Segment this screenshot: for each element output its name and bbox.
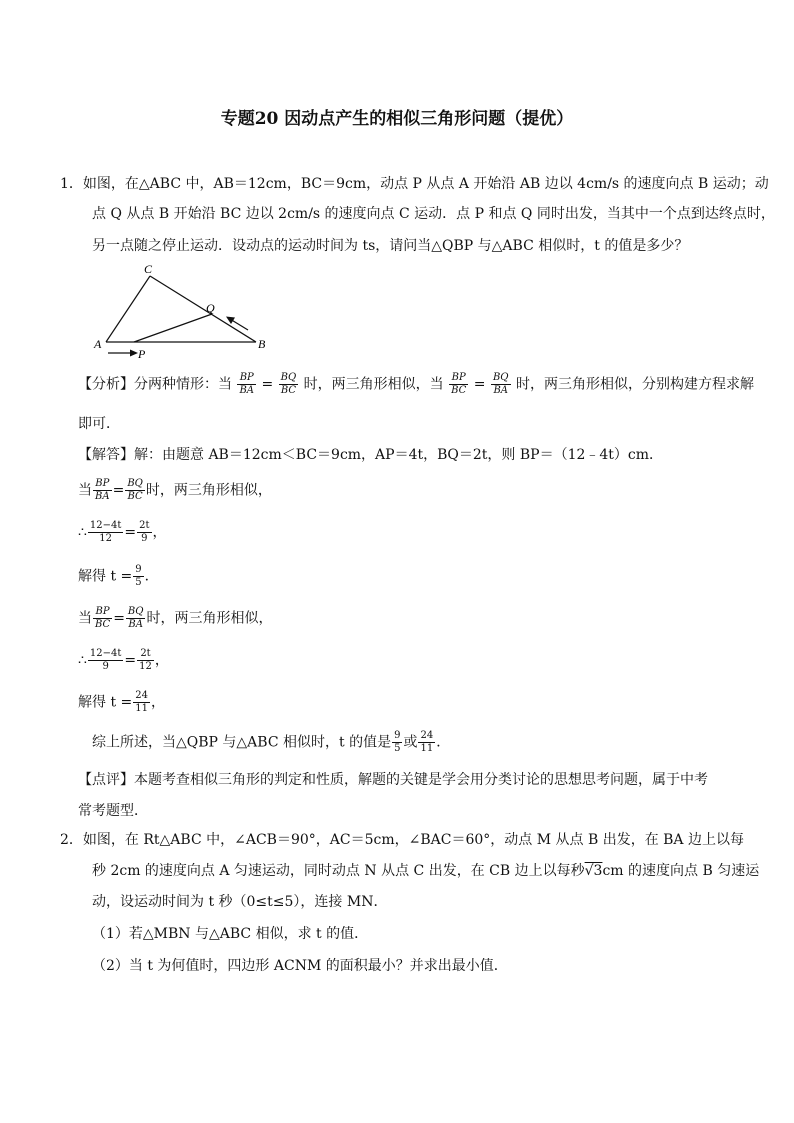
label-b: B (258, 337, 266, 351)
label-q: Q (206, 301, 215, 315)
side-ac (106, 276, 150, 342)
side-cb (150, 276, 256, 342)
comment-line-1: 【点评】本题考查相似三角形的判定和性质，解题的关键是学会用分类讨论的思想思考问题，属于中考 (78, 772, 708, 788)
arrow-p-head (130, 350, 138, 357)
case1-solution: 解得 t = $\frac{9}{5}$ ． (78, 564, 159, 588)
label-a: A (94, 337, 102, 351)
case2-equation: ∴ $\frac{12-4t}{9}$ = $\frac{2t}{12}$ ， (78, 648, 169, 672)
case1-condition: 当 $\frac{BP}{BA}$ = $\frac{BQ}{BC}$ 时，两三角形相似， (78, 478, 272, 502)
case2-condition: 当 $\frac{BP}{BC}$ = $\frac{BQ}{BA}$ 时，两三角形相似， (78, 606, 273, 630)
arrow-q-head (226, 317, 235, 325)
q1-line-3: 另一点随之停止运动．设动点的运动时间为 ts，请问当△QBP 与△ABC 相似时，t 的值是多少？ (92, 238, 689, 254)
label-p: P (138, 347, 146, 361)
triangle-figure (88, 262, 278, 362)
comment-line-2: 常考题型． (78, 803, 148, 819)
segment-pq (134, 314, 212, 342)
q2-part-1: （1）若△MBN 与△ABC 相似，求 t 的值． (92, 926, 369, 942)
q2-part-2: （2）当 t 为何值时，四边形 ACNM 的面积最小？并求出最小值． (92, 958, 508, 974)
analysis-line: 【分析】分两种情形：当 $\frac{BP}{BA}$ = $\frac{BQ}{BC}$ 时，两三角形相似，当 $\frac{BP}{BC}$ = $\frac{BQ}{BA}$ 时，两三角形相似，分别构建方程求解 (78, 372, 754, 396)
q1-line-2: 点 Q 从点 B 开始沿 BC 边以 2cm/s 的速度向点 C 运动．点 P 和点 Q 同时出发，当其中一个点到达终点时， (92, 206, 775, 222)
label-c: C (144, 262, 153, 276)
case1-equation: ∴ $\frac{12-4t}{12}$ = $\frac{2t}{9}$ ， (78, 520, 167, 544)
summary-line: 综上所述，当△QBP 与△ABC 相似时，t 的值是 $\frac{9}{5}$ 或 $\frac{24}{11}$ ． (92, 730, 451, 754)
page-title: 专题20 因动点产生的相似三角形问题（提优） (220, 109, 574, 129)
solution-line-1: 【解答】解：由题意 AB＝12cm＜BC＝9cm，AP＝4t，BQ＝2t，则 BP＝（12﹣4t）cm． (78, 447, 664, 463)
q2-line-1: 2．如图，在 Rt△ABC 中，∠ACB＝90°，AC＝5cm，∠BAC＝60°，动点 M 从点 B 出发，在 BA 边上以每 (60, 832, 744, 848)
q1-line-1: 1．如图，在△ABC 中，AB＝12cm，BC＝9cm，动点 P 从点 A 开始沿 AB 边以 4cm/s 的速度向点 B 运动；动 (60, 176, 769, 192)
q2-line-2: 秒 2cm 的速度向点 A 匀速运动，同时动点 N 从点 C 出发，在 CB 边上以每秒√3cm 的速度向点 B 匀速运 (92, 863, 760, 879)
case2-solution: 解得 t = $\frac{24}{11}$ ， (78, 690, 165, 714)
q2-line-3: 动，设运动时间为 t 秒（0≤t≤5），连接 MN． (92, 894, 388, 910)
analysis-line-2: 即可． (78, 416, 120, 432)
